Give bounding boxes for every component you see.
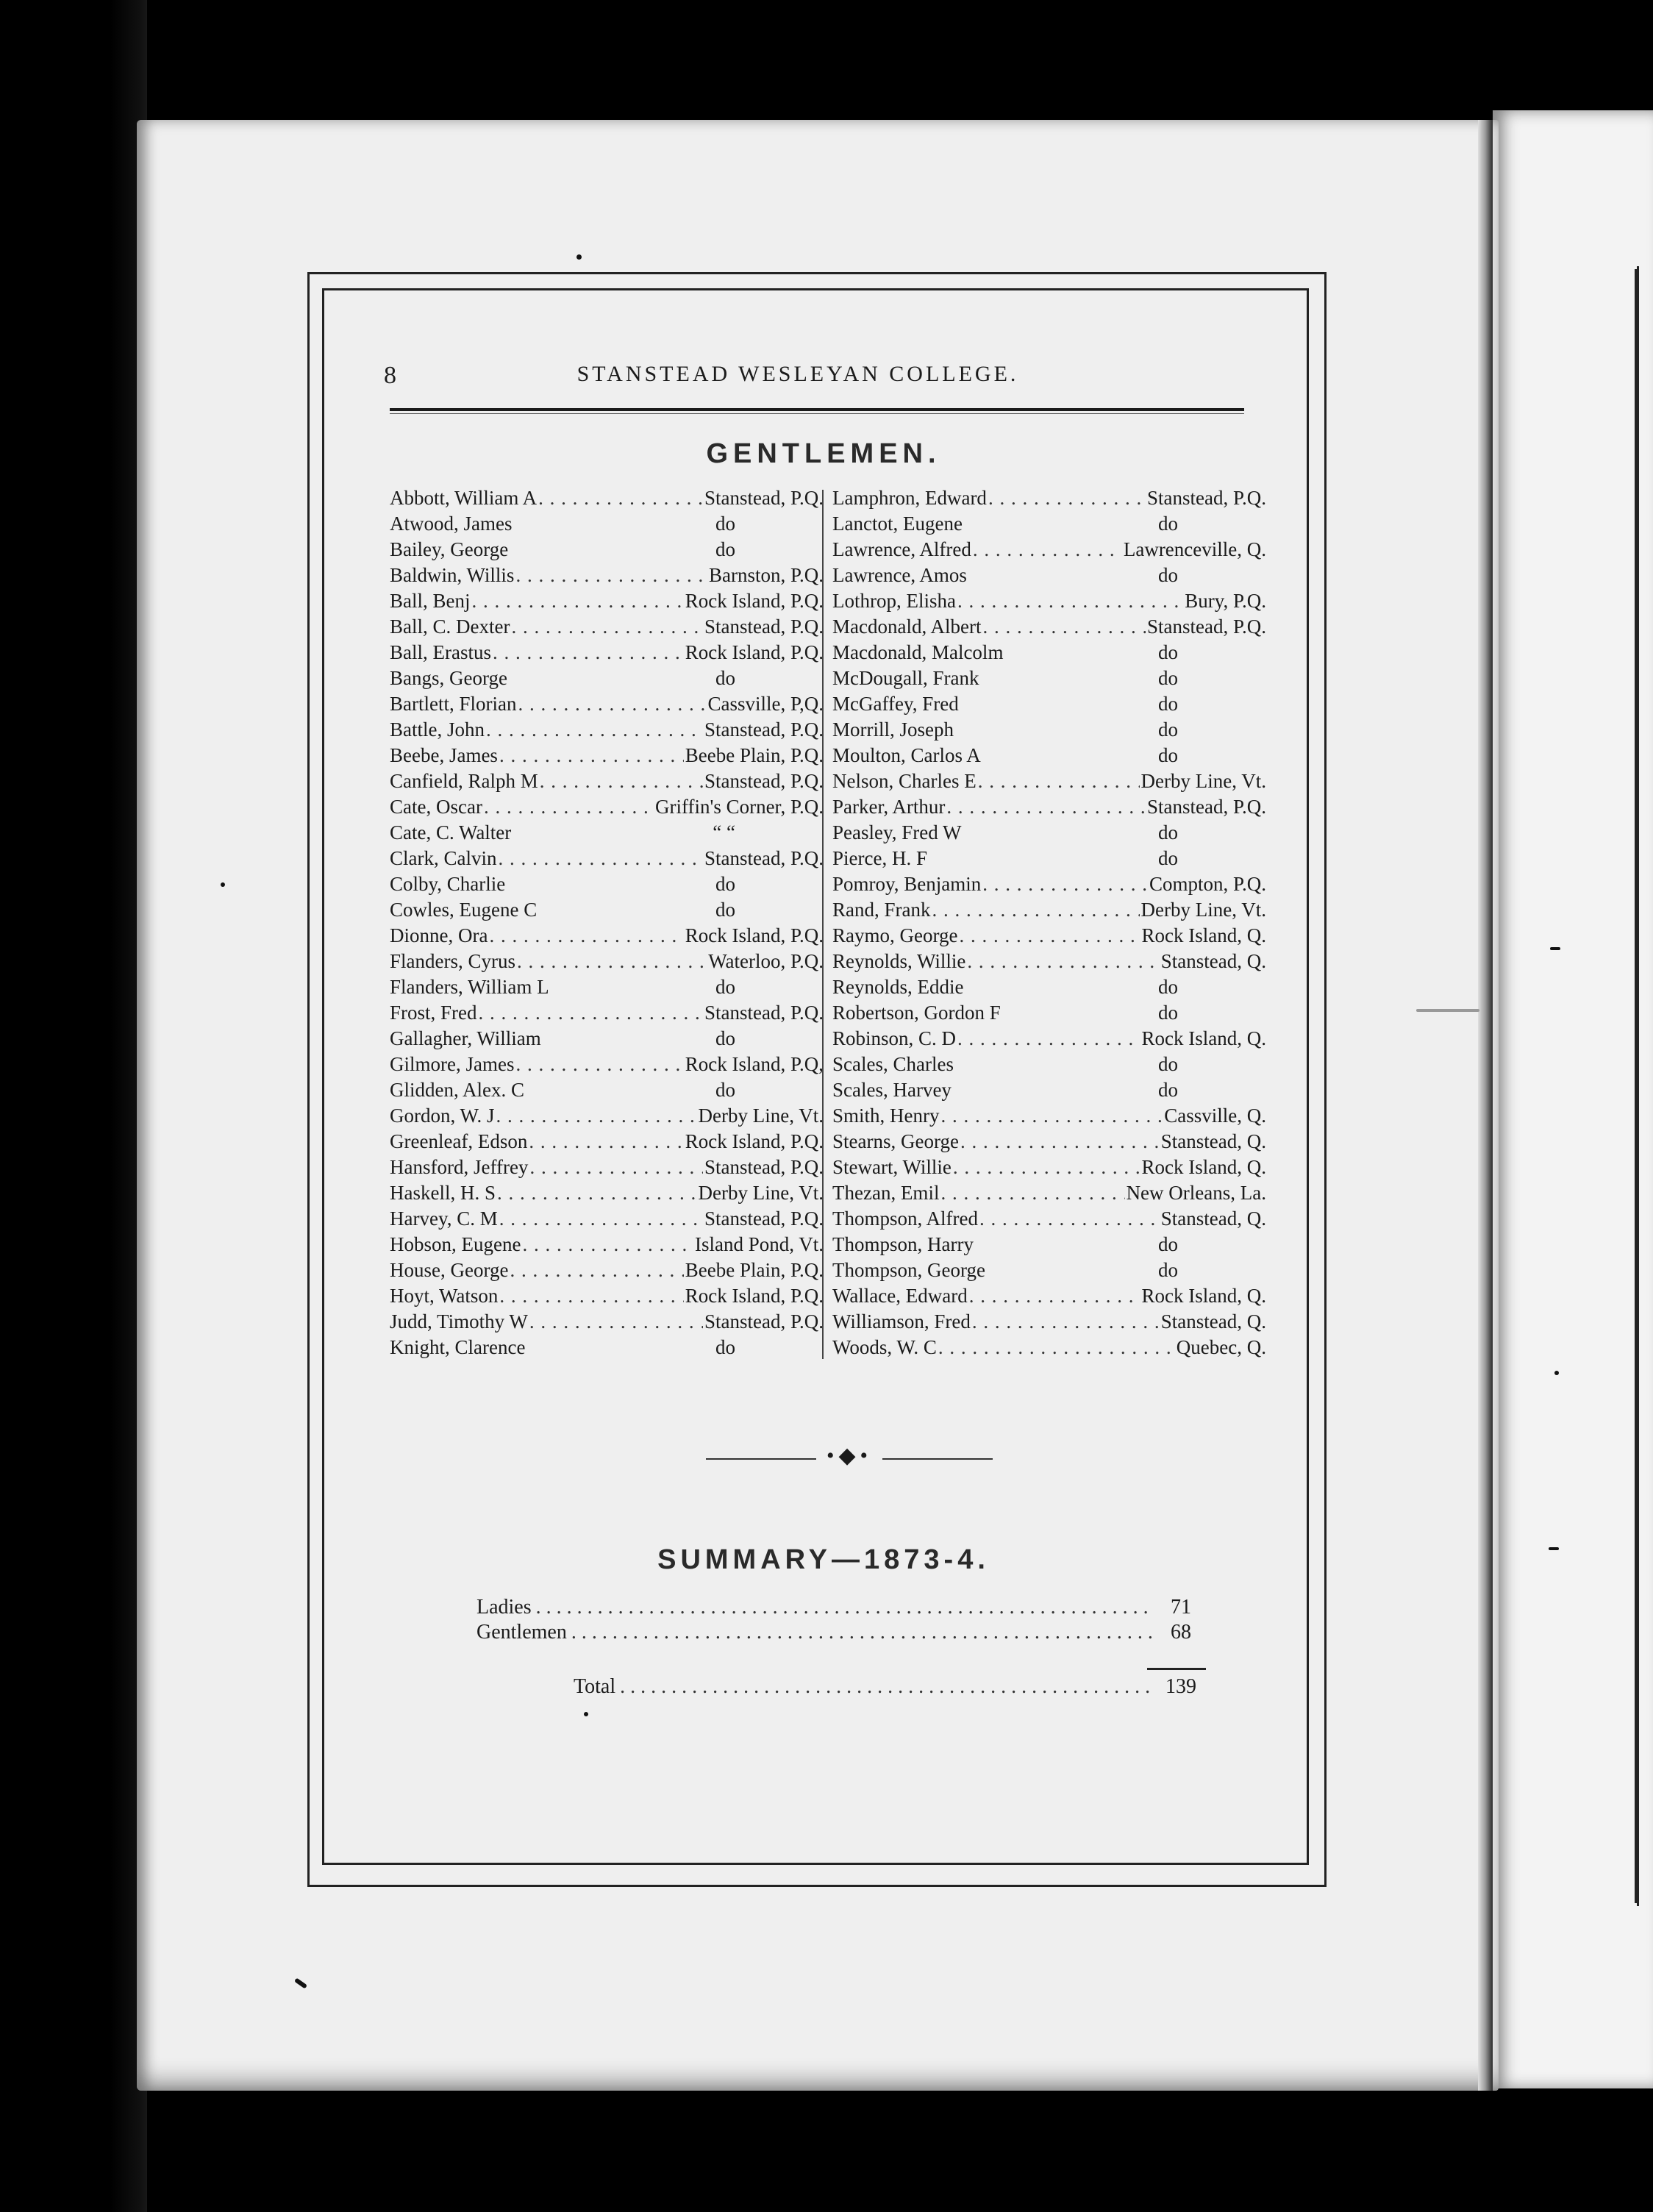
list-item: [390, 743, 824, 768]
list-item: [832, 485, 1266, 511]
list-item: [832, 1155, 1266, 1180]
student-residence: Beebe Plain, P.Q.: [685, 1259, 824, 1281]
dot-leader: [972, 1309, 1160, 1335]
scan-speck: [1554, 1371, 1559, 1375]
student-residence: “ “: [713, 821, 735, 843]
student-name: Judd, Timothy W: [390, 1310, 528, 1332]
student-residence: Lawrenceville, Q.: [1123, 538, 1266, 560]
list-item: [832, 1206, 1266, 1232]
student-name: Lamphron, Edward: [832, 487, 987, 509]
dot-leader: [946, 794, 1146, 820]
ornament-line-left: [706, 1458, 816, 1460]
student-residence: Derby Line, Vt.: [1140, 770, 1266, 792]
list-item: [832, 1257, 1266, 1283]
list-item: [832, 897, 1266, 923]
student-name: Beebe, James: [390, 744, 498, 766]
dot-leader: [517, 949, 707, 974]
list-item: [832, 537, 1266, 563]
student-name: Hobson, Eugene: [390, 1233, 521, 1255]
list-item: [832, 1026, 1266, 1052]
student-residence: Rock Island, P.Q.: [685, 1130, 824, 1152]
list-item: [390, 820, 824, 846]
student-name: McGaffey, Fred: [832, 693, 959, 715]
scan-speck: [1550, 947, 1560, 950]
student-name: Peasley, Fred W: [832, 821, 962, 843]
dot-leader: [932, 897, 1139, 923]
dot-leader: [529, 1155, 703, 1180]
student-residence: do: [715, 976, 735, 998]
dot-leader: [522, 1232, 693, 1257]
dot-leader: [978, 768, 1140, 794]
student-name: Hansford, Jeffrey: [390, 1156, 529, 1178]
dot-leader: [973, 537, 1122, 563]
list-item: [832, 666, 1266, 691]
header-rule: [390, 408, 1244, 411]
running-header: [346, 353, 1250, 397]
dot-leader: [479, 1000, 703, 1026]
student-name: Stearns, George: [832, 1130, 959, 1152]
summary-row-total: [574, 1675, 1204, 1699]
dot-leader: [529, 1129, 683, 1155]
list-item: [390, 485, 824, 511]
student-residence: Rock Island, P.Q,: [685, 1053, 824, 1075]
student-name: Moulton, Carlos A: [832, 744, 981, 766]
dot-leader: [940, 1180, 1124, 1206]
page-gutter: [1478, 120, 1493, 2091]
list-item: [832, 974, 1266, 1000]
list-item: [832, 1180, 1266, 1206]
student-name: McDougall, Frank: [832, 667, 979, 689]
list-item: [832, 717, 1266, 743]
student-name: Nelson, Charles E: [832, 770, 977, 792]
dot-leader: [499, 743, 684, 768]
list-item: [390, 640, 824, 666]
student-residence: Stanstead, P.Q.: [704, 1310, 824, 1332]
gentlemen-list-left: [390, 485, 824, 1360]
student-residence: Beebe Plain, P.Q.: [685, 744, 824, 766]
dot-leader: [620, 1675, 1153, 1699]
dot-leader: [957, 588, 1183, 614]
dot-leader: [518, 691, 706, 717]
student-residence: Quebec, Q.: [1176, 1336, 1266, 1358]
list-item: [832, 768, 1266, 794]
student-residence: do: [715, 1079, 735, 1101]
list-item: [832, 871, 1266, 897]
student-residence: Griffin's Corner, P.Q.: [654, 796, 824, 818]
list-item: [832, 1283, 1266, 1309]
student-residence: Stanstead, P.Q.: [704, 718, 824, 741]
section-ornament: [706, 1444, 993, 1468]
dot-leader: [941, 1103, 1163, 1129]
student-residence: do: [715, 873, 735, 895]
student-residence: Barnston, P.Q.: [708, 564, 824, 586]
student-residence: Rock Island, P.Q.: [685, 590, 824, 612]
ornament-line-right: [882, 1458, 993, 1460]
dot-leader: [988, 485, 1146, 511]
student-residence: Rock Island, Q.: [1141, 924, 1266, 946]
dot-leader: [957, 1026, 1140, 1052]
list-item: [832, 563, 1266, 588]
scan-speck: [1549, 1547, 1559, 1550]
list-item: [390, 846, 824, 871]
student-residence: Stanstead, P.Q.: [1147, 487, 1266, 509]
student-name: Cate, C. Walter: [390, 821, 512, 843]
student-name: Thompson, Alfred: [832, 1207, 978, 1230]
student-residence: Waterloo, P.Q.: [708, 950, 824, 972]
student-name: Ball, Erastus: [390, 641, 491, 663]
student-name: Haskell, H. S: [390, 1182, 496, 1204]
student-name: Reynolds, Eddie: [832, 976, 964, 998]
student-name: Gilmore, James: [390, 1053, 515, 1075]
list-item: [390, 1077, 824, 1103]
student-name: Cowles, Eugene C: [390, 899, 538, 921]
student-name: Clark, Calvin: [390, 847, 497, 869]
list-item: [390, 1000, 824, 1026]
student-name: Parker, Arthur: [832, 796, 946, 818]
list-item: [832, 511, 1266, 537]
list-item: [390, 897, 824, 923]
student-residence: do: [1158, 976, 1178, 998]
student-name: Morrill, Joseph: [832, 718, 954, 741]
student-name: Pomroy, Benjamin: [832, 873, 982, 895]
list-item: [390, 1257, 824, 1283]
student-residence: New Orleans, La.: [1126, 1182, 1266, 1204]
list-item: [832, 1309, 1266, 1335]
list-item: [832, 794, 1266, 820]
scan-speck: [584, 1712, 588, 1716]
dot-leader: [540, 768, 703, 794]
student-name: Cate, Oscar: [390, 796, 482, 818]
student-residence: do: [1158, 667, 1178, 689]
summary-ladies-label: Ladies: [476, 1596, 532, 1619]
list-item: [832, 820, 1266, 846]
list-item: [390, 1026, 824, 1052]
student-residence: do: [1158, 821, 1178, 843]
list-item: [832, 1129, 1266, 1155]
student-residence: Stanstead, Q.: [1160, 1130, 1266, 1152]
student-residence: Stanstead, P.Q.: [1147, 796, 1266, 818]
student-name: Reynolds, Willie: [832, 950, 966, 972]
student-name: Harvey, C. M: [390, 1207, 498, 1230]
list-item: [390, 588, 824, 614]
student-name: Robinson, C. D: [832, 1027, 957, 1049]
student-residence: Stanstead, P.Q.: [704, 847, 824, 869]
list-item: [390, 537, 824, 563]
student-name: Pierce, H. F: [832, 847, 927, 869]
dot-leader: [979, 1206, 1160, 1232]
student-residence: Rock Island, P.Q.: [685, 924, 824, 946]
student-residence: do: [1158, 564, 1178, 586]
student-name: Lanctot, Eugene: [832, 513, 963, 535]
dot-leader: [515, 1052, 683, 1077]
list-item: [390, 794, 824, 820]
student-residence: do: [715, 1336, 735, 1358]
student-residence: do: [715, 1027, 735, 1049]
student-name: Thezan, Emil: [832, 1182, 940, 1204]
student-residence: do: [715, 899, 735, 921]
student-residence: do: [1158, 641, 1178, 663]
list-item: [832, 640, 1266, 666]
list-item: [832, 1000, 1266, 1026]
student-residence: Stanstead, Q.: [1160, 950, 1266, 972]
list-item: [390, 1335, 824, 1360]
list-item: [390, 511, 824, 537]
dot-leader: [472, 588, 684, 614]
summary-gentlemen-count: 68: [1171, 1621, 1191, 1644]
list-item: [832, 691, 1266, 717]
student-name: Bailey, George: [390, 538, 509, 560]
list-item: [390, 717, 824, 743]
summary-total-count: 139: [1165, 1675, 1196, 1698]
student-name: Gallagher, William: [390, 1027, 541, 1049]
student-name: Williamson, Fred: [832, 1310, 971, 1332]
page-number: 8: [384, 362, 396, 389]
dot-leader: [529, 1309, 703, 1335]
student-residence: Stanstead, P.Q.: [704, 770, 824, 792]
student-name: Atwood, James: [390, 513, 513, 535]
list-item: [390, 1103, 824, 1129]
list-item: [390, 871, 824, 897]
scan-speck: [221, 882, 225, 887]
dot-leader: [938, 1335, 1175, 1360]
list-item: [390, 1232, 824, 1257]
student-residence: do: [715, 513, 735, 535]
student-name: Flanders, William L: [390, 976, 549, 998]
student-name: Hoyt, Watson: [390, 1285, 499, 1307]
dot-leader: [969, 1283, 1140, 1309]
scan-mark: [1416, 1009, 1479, 1012]
student-residence: do: [1158, 847, 1178, 869]
dot-leader: [484, 794, 654, 820]
facing-page-edge: [1493, 110, 1653, 2088]
student-name: Robertson, Gordon F: [832, 1002, 1001, 1024]
list-item: [390, 666, 824, 691]
dot-leader: [511, 614, 703, 640]
student-residence: Rock Island, Q.: [1141, 1156, 1266, 1178]
summary-total-rule: [1147, 1668, 1206, 1670]
summary-row-ladies: [476, 1596, 1204, 1619]
dot-leader: [967, 949, 1159, 974]
dot-leader: [515, 563, 707, 588]
student-name: Knight, Clarence: [390, 1336, 526, 1358]
dot-leader: [536, 1596, 1153, 1619]
summary-total-label: Total: [574, 1675, 616, 1698]
list-item: [390, 974, 824, 1000]
list-item: [390, 1180, 824, 1206]
student-residence: do: [715, 667, 735, 689]
student-name: Thompson, George: [832, 1259, 985, 1281]
student-residence: Rock Island, P.Q.: [685, 1285, 824, 1307]
student-name: Macdonald, Albert: [832, 616, 982, 638]
dot-leader: [510, 1257, 683, 1283]
student-residence: do: [1158, 513, 1178, 535]
student-residence: Rock Island, Q.: [1141, 1285, 1266, 1307]
student-residence: Bury, P.Q.: [1185, 590, 1266, 612]
student-name: Lothrop, Elisha: [832, 590, 956, 612]
list-item: [832, 1232, 1266, 1257]
student-residence: Stanstead, Q.: [1160, 1207, 1266, 1230]
student-name: Lawrence, Alfred: [832, 538, 971, 560]
list-item: [390, 768, 824, 794]
student-name: Frost, Fred: [390, 1002, 477, 1024]
student-residence: Stanstead, P.Q.: [1147, 616, 1266, 638]
list-item: [832, 588, 1266, 614]
student-residence: do: [1158, 1259, 1178, 1281]
student-name: Rand, Frank: [832, 899, 931, 921]
student-residence: Cassville, Q.: [1164, 1105, 1266, 1127]
student-name: Colby, Charlie: [390, 873, 506, 895]
list-item: [390, 614, 824, 640]
dot-leader: [571, 1621, 1153, 1644]
student-residence: do: [1158, 718, 1178, 741]
list-item: [390, 1206, 824, 1232]
student-name: Glidden, Alex. C: [390, 1079, 524, 1101]
list-item: [832, 949, 1266, 974]
student-residence: do: [1158, 1079, 1178, 1101]
summary-ladies-count: 71: [1171, 1596, 1191, 1619]
student-name: Smith, Henry: [832, 1105, 940, 1127]
list-item: [390, 1155, 824, 1180]
student-name: Thompson, Harry: [832, 1233, 974, 1255]
running-title: STANSTEAD WESLEYAN COLLEGE.: [576, 362, 1019, 386]
list-item: [390, 1283, 824, 1309]
list-item: [390, 923, 824, 949]
list-item: [390, 691, 824, 717]
student-name: Stewart, Willie: [832, 1156, 952, 1178]
student-residence: Island Pond, Vt.: [694, 1233, 824, 1255]
facing-page-frame: [1637, 266, 1653, 1906]
dot-leader: [486, 717, 703, 743]
dot-leader: [499, 1206, 703, 1232]
list-item: [832, 1335, 1266, 1360]
student-residence: Derby Line, Vt.: [1140, 899, 1266, 921]
list-item: [832, 743, 1266, 768]
list-item: [832, 1077, 1266, 1103]
student-name: Ball, Benj: [390, 590, 471, 612]
dot-leader: [982, 614, 1146, 640]
scan-background: [0, 0, 147, 2212]
list-item: [390, 1129, 824, 1155]
column-divider: [822, 490, 824, 1359]
dot-leader: [498, 846, 703, 871]
ornament-dots: •◆•: [826, 1444, 873, 1468]
dot-leader: [960, 1129, 1160, 1155]
student-name: Bangs, George: [390, 667, 507, 689]
student-name: Wallace, Edward: [832, 1285, 968, 1307]
student-residence: Compton, P.Q.: [1149, 873, 1266, 895]
dot-leader: [953, 1155, 1140, 1180]
dot-leader: [489, 923, 683, 949]
student-residence: Stanstead, Q.: [1160, 1310, 1266, 1332]
student-residence: Derby Line, Vt.: [698, 1182, 824, 1204]
student-residence: Rock Island, P.Q.: [685, 641, 824, 663]
dot-leader: [496, 1103, 697, 1129]
summary-title: SUMMARY—1873-4.: [657, 1544, 990, 1575]
dot-leader: [493, 640, 684, 666]
student-residence: Stanstead, P.Q.: [704, 487, 824, 509]
student-name: Scales, Charles: [832, 1053, 954, 1075]
list-item: [390, 1052, 824, 1077]
section-title: GENTLEMEN.: [706, 438, 941, 469]
student-name: Macdonald, Malcolm: [832, 641, 1004, 663]
student-name: Greenleaf, Edson: [390, 1130, 528, 1152]
student-name: Bartlett, Florian: [390, 693, 517, 715]
student-name: Ball, C. Dexter: [390, 616, 510, 638]
summary-gentlemen-label: Gentlemen: [476, 1621, 567, 1644]
student-name: Dionne, Ora: [390, 924, 488, 946]
list-item: [832, 614, 1266, 640]
list-item: [832, 1103, 1266, 1129]
summary-row-gentlemen: [476, 1621, 1204, 1644]
dot-leader: [499, 1283, 683, 1309]
gentlemen-list-right: [832, 485, 1266, 1360]
student-residence: do: [715, 538, 735, 560]
student-name: Raymo, George: [832, 924, 958, 946]
student-name: Flanders, Cyrus: [390, 950, 515, 972]
dot-leader: [959, 923, 1140, 949]
student-residence: do: [1158, 744, 1178, 766]
student-name: Woods, W. C: [832, 1336, 937, 1358]
list-item: [390, 949, 824, 974]
student-residence: do: [1158, 1002, 1178, 1024]
student-name: Canfield, Ralph M: [390, 770, 538, 792]
student-residence: do: [1158, 1233, 1178, 1255]
student-name: Gordon, W. J: [390, 1105, 495, 1127]
student-name: House, George: [390, 1259, 509, 1281]
dot-leader: [982, 871, 1148, 897]
student-residence: Rock Island, Q.: [1141, 1027, 1266, 1049]
list-item: [832, 923, 1266, 949]
list-item: [390, 1309, 824, 1335]
student-residence: Derby Line, Vt.: [698, 1105, 824, 1127]
student-name: Scales, Harvey: [832, 1079, 952, 1101]
list-item: [832, 846, 1266, 871]
header-rule-thin: [390, 413, 1244, 414]
student-name: Baldwin, Willis: [390, 564, 515, 586]
student-residence: do: [1158, 1053, 1178, 1075]
student-name: Abbott, William A: [390, 487, 538, 509]
student-name: Lawrence, Amos: [832, 564, 967, 586]
list-item: [390, 563, 824, 588]
student-residence: Stanstead, P.Q.: [704, 1207, 824, 1230]
scan-speck: [576, 254, 582, 260]
dot-leader: [497, 1180, 697, 1206]
dot-leader: [538, 485, 703, 511]
student-residence: Stanstead, P.Q.: [704, 1002, 824, 1024]
student-residence: Cassville, P,Q.: [707, 693, 824, 715]
student-residence: Stanstead, P.Q.: [704, 616, 824, 638]
student-name: Battle, John: [390, 718, 485, 741]
student-residence: Stanstead, P.Q.: [704, 1156, 824, 1178]
student-residence: do: [1158, 693, 1178, 715]
list-item: [832, 1052, 1266, 1077]
